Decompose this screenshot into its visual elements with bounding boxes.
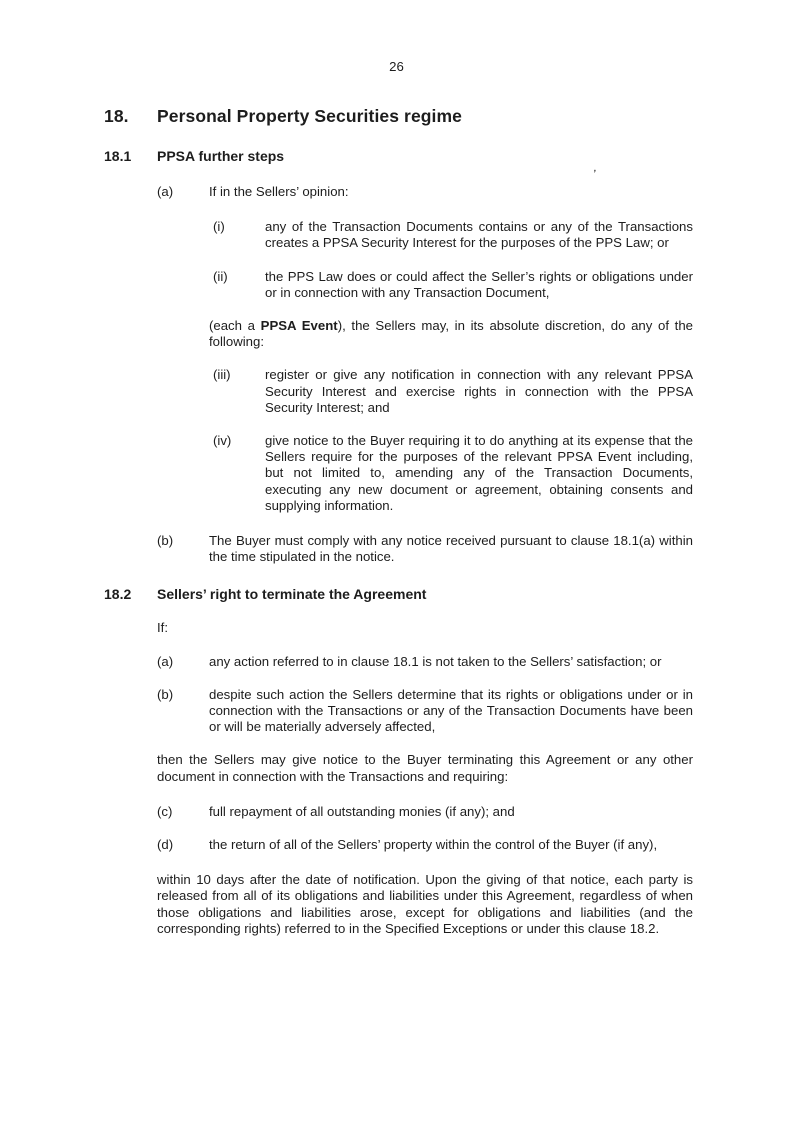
clause-marker: (iii) <box>213 367 231 383</box>
clause-18-1-a-iv <box>213 433 693 514</box>
section-number: 18. <box>104 106 129 126</box>
clause-18-1-a-ii <box>213 269 693 301</box>
clause-marker: (a) <box>157 653 174 669</box>
clause-text: the PPS Law does or could affect the Seller’s rights or obligations under or in connection with any Transaction Document, <box>265 268 693 300</box>
section-title: Personal Property Securities regime <box>157 106 463 126</box>
clause-18-2-c <box>157 804 693 820</box>
clause-marker: (c) <box>157 803 173 819</box>
subsection-title: PPSA further steps <box>157 148 285 164</box>
page-number: 26 <box>389 59 404 74</box>
clause-text: any action referred to in clause 18.1 is not taken to the Sellers’ satisfaction; or <box>209 653 662 669</box>
ppsa-event-paragraph <box>209 318 693 350</box>
clause-18-2-a <box>157 654 693 670</box>
page-content <box>104 106 693 937</box>
clause-marker: (iv) <box>213 433 232 449</box>
clause-text: any of the Transaction Documents contains or any of the Transactions creates a PPSA Security Interest for the purposes of the PPS Law; or <box>265 219 693 251</box>
clause-18-1-a <box>157 184 693 200</box>
clause-text: the return of all of the Sellers’ property within the control of the Buyer (if any), <box>209 837 658 853</box>
subsection-title: Sellers’ right to terminate the Agreement <box>157 586 427 603</box>
subsection-number: 18.1 <box>104 148 132 164</box>
clause-marker: (d) <box>157 837 174 853</box>
subsection-heading-18-1 <box>104 148 693 165</box>
clause-marker: (i) <box>213 219 225 235</box>
clause-text: full repayment of all outstanding monies (if any); and <box>209 803 515 819</box>
clause-18-1-a-iii <box>213 367 693 416</box>
clause-text: The Buyer must comply with any notice received pursuant to clause 18.1(a) within the time stipulated in the notice. <box>209 533 693 565</box>
subsection-number: 18.2 <box>104 586 132 603</box>
clause-text: despite such action the Sellers determine that its rights or obligations under or in connection with the Transactions or any of the Transaction Documents have been or will be materially adversely affected, <box>209 686 693 735</box>
clause-text: If in the Sellers’ opinion: <box>209 184 349 199</box>
clause-18-1-a-i <box>213 219 693 251</box>
closing-paragraph: within 10 days after the date of notification. Upon the giving of that notice, each party is released from all of its obligations and liabilities under this Agreement, regardless of when those obligations and liabilities arose, except for obligations and liabilities (and the corresponding rights) referred to in the Specified Exceptions or under this clause 18.2. <box>157 872 693 936</box>
clause-text: give notice to the Buyer requiring it to do anything at its expense that the Sellers require for the purposes of the relevant PPSA Event including, but not limited to, amending any of the Transaction Documents, executing any new document or agreement, obtaining consents and supplying information. <box>265 433 693 513</box>
clause-marker: (a) <box>157 184 174 199</box>
intro-paragraph: If: <box>157 620 168 636</box>
subsection-heading-18-2 <box>104 586 693 603</box>
paragraph-text-pre: (each a <box>209 318 261 334</box>
clause-18-1-b <box>157 533 693 565</box>
mid-paragraph: then the Sellers may give notice to the Buyer terminating this Agreement or any other document in connection with the Transactions and requiring: <box>157 752 693 784</box>
clause-marker: (b) <box>157 533 174 549</box>
clause-marker: (b) <box>157 686 174 702</box>
clause-18-2-d <box>157 837 693 853</box>
defined-term-ppsa-event: PPSA Event <box>260 318 338 334</box>
ink-speck-artifact: ’ <box>592 166 597 182</box>
clause-text: register or give any notification in connection with any relevant PPSA Security Interest and exercise rights in connection with the PPSA Security Interest; and <box>265 367 693 415</box>
paragraph-text-post: ), the Sellers may, in its absolute discretion, do any of the following: <box>209 318 694 350</box>
section-heading <box>104 106 693 127</box>
clause-18-2-b <box>157 687 693 736</box>
clause-marker: (ii) <box>213 268 228 284</box>
